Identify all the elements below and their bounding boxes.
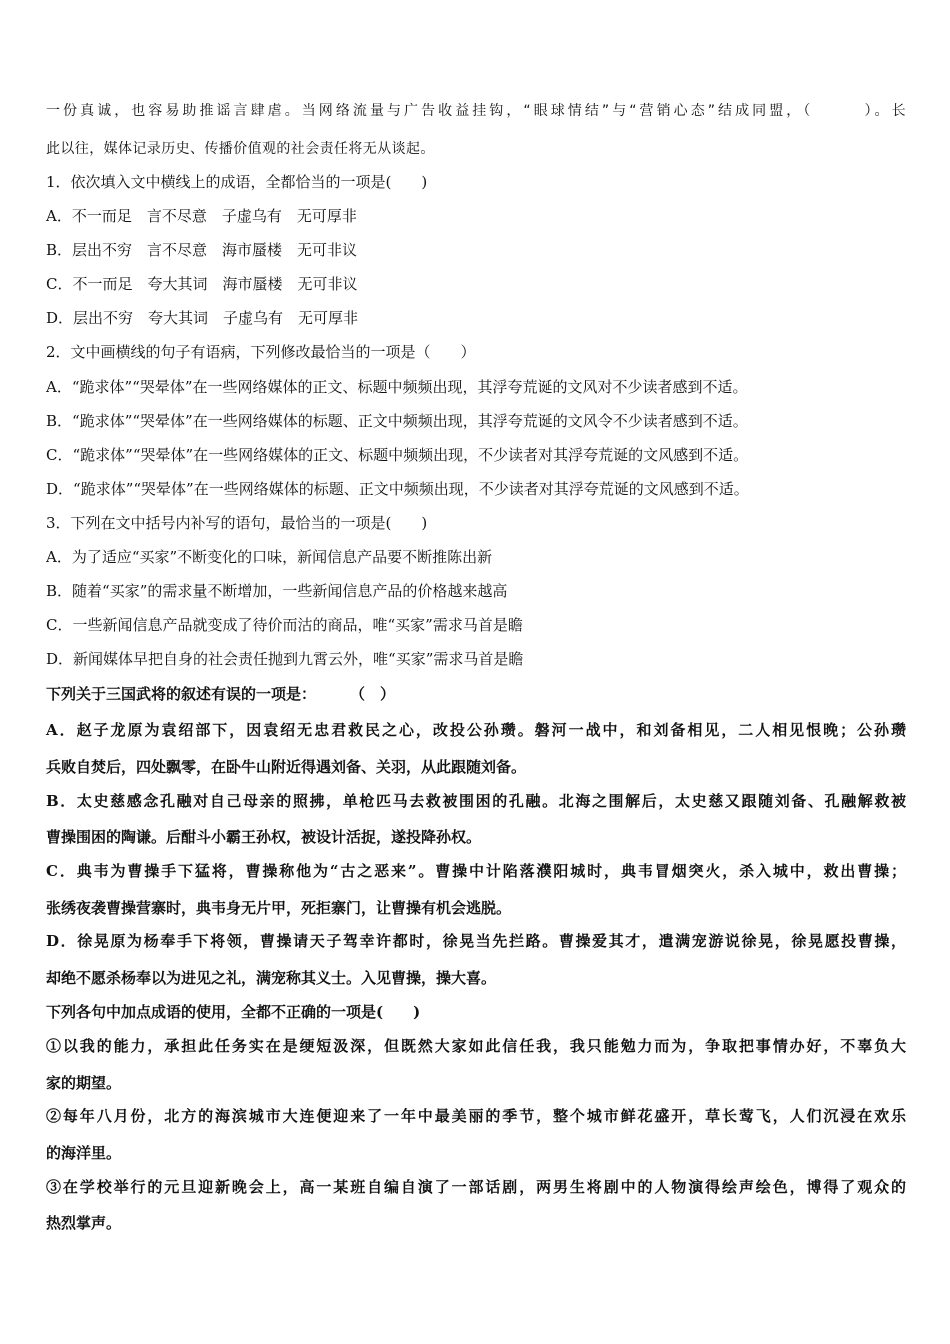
question-2-option-b: B．“跪求体”“哭晕体”在一些网络媒体的标题、正文中频频出现，其浮夸荒诞的文风令不少读者感到不适。 bbox=[46, 412, 748, 430]
question-5-stem: 下列各句中加点成语的使用，全都不正确的一项是( ) bbox=[46, 1003, 421, 1021]
question-4-stem-text: 下列关于三国武将的叙述有误的一项是： bbox=[46, 685, 317, 703]
question-4-stem bbox=[46, 684, 395, 704]
question-3-option-a: A．为了适应“买家”不断变化的口味，新闻信息产品要不断推陈出新 bbox=[46, 548, 493, 566]
question-5-sentence-1-line-1: ①以我的能力，承担此任务实在是绠短汲深，但既然大家如此信任我，我只能勉力而为，争取把事情办好，不辜负大 bbox=[46, 1037, 906, 1055]
question-4-option-b-line-2: 曹操围困的陶谦。后酣斗小霸王孙权，被设计活捉，遂投降孙权。 bbox=[46, 828, 482, 846]
question-3-option-c: C．一些新闻信息产品就变成了待价而沽的商品，唯“买家”需求马首是瞻 bbox=[46, 616, 523, 634]
passage-line-2: 此以往，媒体记录历史、传播价值观的社会责任将无从谈起。 bbox=[46, 141, 435, 157]
question-5-sentence-2-line-2: 的海洋里。 bbox=[46, 1144, 122, 1162]
question-4-option-a-line-1: A．赵子龙原为袁绍部下，因袁绍无忠君救民之心，改投公孙瓒。磐河一战中，和刘备相见，二人相见恨晚；公孙瓒 bbox=[46, 721, 906, 739]
question-2-option-d: D．“跪求体”“哭晕体”在一些网络媒体的标题、正文中频频出现，不少读者对其浮夸荒诞的文风感到不适。 bbox=[46, 480, 749, 498]
question-3-stem: 3．下列在文中括号内补写的语句，最恰当的一项是( ) bbox=[46, 514, 428, 532]
question-4-option-d-line-2: 却绝不愿杀杨奉以为进见之礼，满宠称其义士。入见曹操，操大喜。 bbox=[46, 969, 497, 987]
question-1-stem: 1．依次填入文中横线上的成语，全都恰当的一项是( ) bbox=[46, 173, 428, 191]
question-2-stem: 2．文中画横线的句子有语病，下列修改最恰当的一项是（ ） bbox=[46, 343, 476, 361]
question-4-option-a-line-2: 兵败自焚后，四处飘零，在卧牛山附近得遇刘备、关羽，从此跟随刘备。 bbox=[46, 758, 527, 776]
question-1-option-d: D．层出不穷 夸大其词 子虚乌有 无可厚非 bbox=[46, 309, 359, 327]
question-1-option-b: B．层出不穷 言不尽意 海市蜃楼 无可非议 bbox=[46, 241, 358, 259]
question-5-sentence-3-line-2: 热烈掌声。 bbox=[46, 1214, 122, 1232]
question-5-sentence-1-line-2: 家的期望。 bbox=[46, 1074, 122, 1092]
question-4-option-b-line-1: B．太史慈感念孔融对自己母亲的照拂，单枪匹马去救被围困的孔融。北海之围解后，太史慈又跟随刘备、孔融解救被 bbox=[46, 792, 906, 810]
question-2-option-c: C．“跪求体”“哭晕体”在一些网络媒体的正文、标题中频频出现，不少读者对其浮夸荒诞的文风感到不适。 bbox=[46, 446, 749, 464]
question-1-option-a: A．不一而足 言不尽意 子虚乌有 无可厚非 bbox=[46, 207, 357, 225]
question-5-sentence-2-line-1: ②每年八月份，北方的海滨城市大连便迎来了一年中最美丽的季节，整个城市鲜花盛开，草长莺飞，人们沉浸在欢乐 bbox=[46, 1107, 906, 1125]
question-5-sentence-3-line-1: ③在学校举行的元旦迎新晚会上，高一某班自编自演了一部话剧，两男生将剧中的人物演得绘声绘色，博得了观众的 bbox=[46, 1178, 906, 1196]
question-4-option-c-line-1: C．典韦为曹操手下猛将，曹操称他为“古之恶来”。曹操中计陷落濮阳城时，典韦冒烟突火，杀入城中，救出曹操； bbox=[46, 862, 906, 880]
question-4-option-d-line-1: D．徐晃原为杨奉手下将领，曹操请天子驾幸许都时，徐晃当先拦路。曹操爱其才，遣满宠游说徐晃，徐晃愿投曹操， bbox=[46, 932, 906, 950]
passage-line-1: 一份真诚，也容易助推谣言肆虐。当网络流量与广告收益挂钩，“眼球情结”与“营销心态”结成同盟，（ ）。长 bbox=[46, 103, 906, 119]
question-1-option-c: C．不一而足 夸大其词 海市蜃楼 无可非议 bbox=[46, 275, 358, 293]
question-4-answer-paren: （ ） bbox=[350, 685, 396, 703]
question-3-option-b: B．随着“买家”的需求量不断增加，一些新闻信息产品的价格越来越高 bbox=[46, 582, 508, 600]
question-4-option-c-line-2: 张绣夜袭曹操营寨时，典韦身无片甲，死拒寨门，让曹操有机会逃脱。 bbox=[46, 899, 512, 917]
question-3-option-d: D．新闻媒体早把自身的社会责任抛到九霄云外，唯“买家”需求马首是瞻 bbox=[46, 650, 524, 668]
question-2-option-a: A．“跪求体”“哭晕体”在一些网络媒体的正文、标题中频频出现，其浮夸荒诞的文风对不少读者感到不适。 bbox=[46, 378, 748, 396]
